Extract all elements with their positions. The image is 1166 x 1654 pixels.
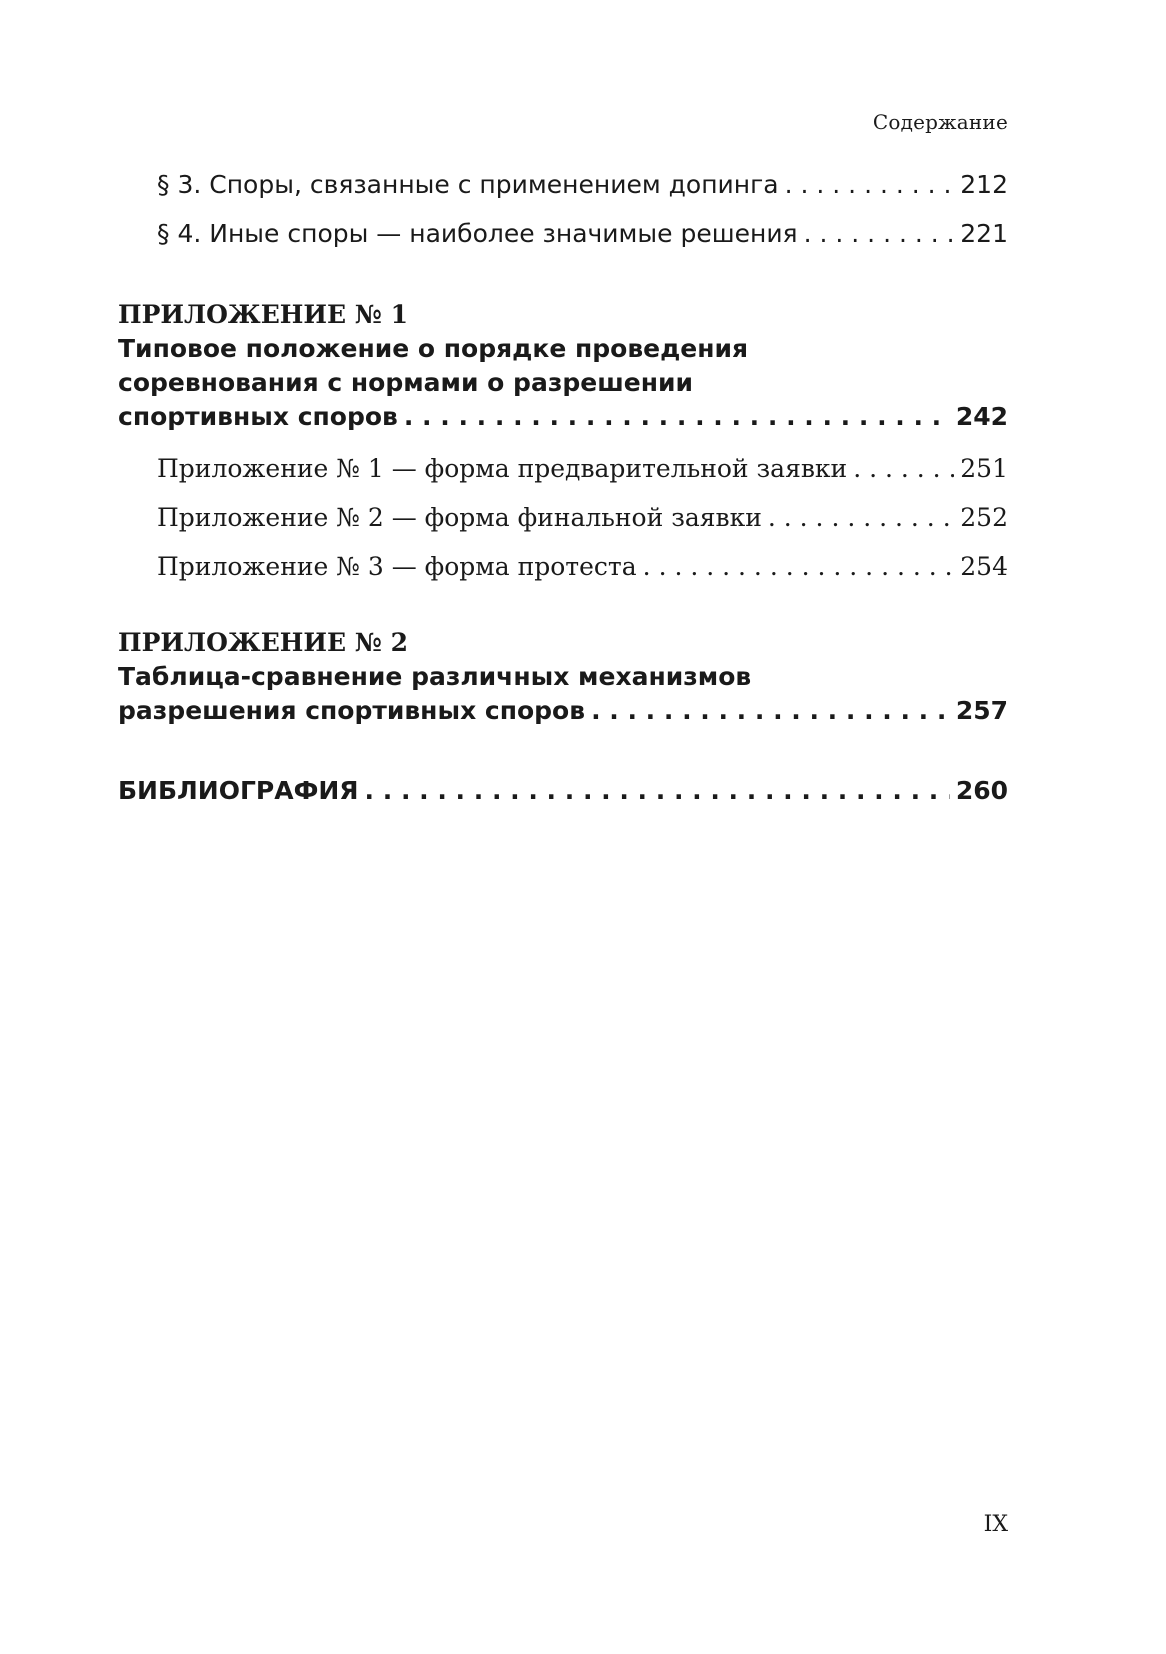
appendix-2-title-line-1: Таблица-сравнение различных механизмов — [118, 662, 752, 691]
dot-leader — [785, 170, 955, 199]
appendix-1-title-line-1: Типовое положение о порядке проведения — [118, 334, 749, 363]
toc-entry-title: Приложение № 1 — форма предварительной заявки — [157, 454, 848, 483]
dot-leader — [404, 402, 950, 431]
toc-entry-bibliography[interactable] — [118, 776, 1008, 805]
toc-entry-page: 242 — [955, 402, 1008, 431]
toc-entry-page: 260 — [955, 776, 1008, 805]
toc-entry-title: § 4. Иные споры — наиболее значимые решения — [157, 219, 798, 248]
dot-leader — [643, 552, 955, 581]
toc-entry-appendix-1-form-1[interactable] — [157, 454, 1008, 483]
toc-entry-title: § 3. Споры, связанные с применением допинга — [157, 170, 779, 199]
page-number: IX — [983, 1512, 1008, 1537]
toc-entry-title: Приложение № 3 — форма протеста — [157, 552, 637, 581]
dot-leader — [853, 454, 954, 483]
toc-entry-section-4[interactable] — [157, 219, 1008, 248]
toc-entry-page: 257 — [955, 696, 1008, 725]
toc-entry-title: спортивных споров — [118, 402, 398, 431]
toc-entry-appendix-1-form-2[interactable] — [157, 503, 1008, 532]
toc-entry-title: Приложение № 2 — форма финальной заявки — [157, 503, 762, 532]
toc-entry-title: разрешения спортивных споров — [118, 696, 586, 725]
appendix-1-title-line-2: соревнования с нормами о разрешении — [118, 368, 694, 397]
toc-entry-appendix-1-form-3[interactable] — [157, 552, 1008, 581]
toc-entry-page: 212 — [960, 170, 1008, 199]
dot-leader — [591, 696, 950, 725]
toc-entry-appendix-1[interactable] — [118, 402, 1008, 431]
appendix-2-label: ПРИЛОЖЕНИЕ № 2 — [118, 628, 409, 657]
toc-entry-section-3[interactable] — [157, 170, 1008, 199]
toc-entry-page: 221 — [960, 219, 1008, 248]
dot-leader — [365, 776, 950, 805]
toc-entry-page: 254 — [960, 552, 1008, 581]
running-head: Содержание — [872, 110, 1008, 134]
appendix-1-label: ПРИЛОЖЕНИЕ № 1 — [118, 300, 409, 329]
toc-entry-page: 252 — [960, 503, 1008, 532]
toc-entry-page: 251 — [960, 454, 1008, 483]
toc-entry-title: БИБЛИОГРАФИЯ — [118, 776, 359, 805]
dot-leader — [768, 503, 954, 532]
toc-entry-appendix-2[interactable] — [118, 696, 1008, 725]
dot-leader — [804, 219, 955, 248]
